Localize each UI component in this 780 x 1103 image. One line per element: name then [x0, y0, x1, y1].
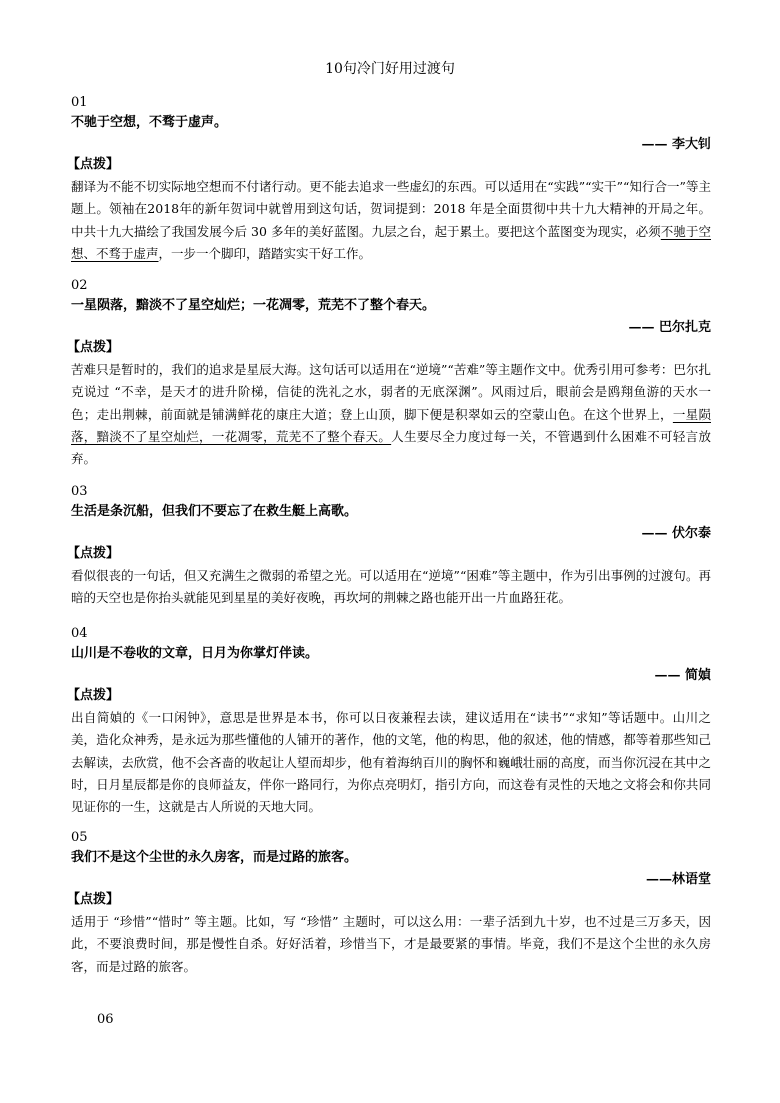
tip-body-text: 翻译为不能不切实际地空想而不付诸行动。更不能去追求一些虚幻的东西。可以适用在“实践”“实干”“知行合一”等主题上。领袖在2018年的新年贺词中就曾用到这句话，贺词提到：2018 年是全面贯彻中共十九大精神的开局之年。中共十九大描绘了我国发展今后 30 多年的美好蓝图。九层之台，起于累土。要把这个蓝图变为现实，必须	[71, 179, 711, 239]
underlined-quote: 一星陨落，黯淡不了星空灿烂，一花凋零，荒芜不了整个春天。	[71, 406, 711, 444]
section-03	[67, 483, 711, 610]
quote-text: 不驰于空想，不骛于虚声。	[71, 115, 228, 130]
tip-body	[71, 911, 711, 978]
tip-body	[71, 359, 711, 470]
quote-text: 生活是条沉船，但我们不要忘了在救生艇上高歌。	[71, 504, 358, 519]
quote-author: —— 巴尔扎克	[628, 320, 711, 335]
tip-label: 【点拨】	[67, 340, 120, 355]
section-number: 04	[71, 626, 88, 641]
tip-body-text-end: ，一步一个脚印，踏踏实实干好工作。	[158, 245, 372, 261]
underlined-quote: 不驰于空想、不骛于虚声	[71, 223, 711, 261]
tip-label: 【点拨】	[67, 546, 120, 561]
quote-author: —— 简媜	[654, 668, 711, 683]
section-number: 05	[71, 830, 88, 845]
tip-label: 【点拨】	[67, 688, 120, 703]
section-number: 03	[71, 484, 88, 499]
next-section-number: 06	[97, 1012, 114, 1027]
tip-label: 【点拨】	[67, 892, 120, 907]
quote-text: 我们不是这个尘世的永久房客，而是过路的旅客。	[71, 850, 358, 865]
section-number: 02	[71, 278, 88, 293]
tip-label: 【点拨】	[67, 157, 120, 172]
tip-body-text: 看似很丧的一句话，但又充满生之微弱的希望之光。可以适用在“逆境”“困难”等主题中，作为引出事例的过渡句。再暗的天空也是你抬头就能见到星星的美好夜晚，再坎坷的荆棘之路也能开出一片血路狂花。	[71, 568, 711, 606]
tip-body-text: 适用于 “珍惜”“惜时” 等主题。比如，写 “珍惜” 主题时，可以这么用：一辈子活到九十岁，也不过是三万多天，因此，不要浪费时间，那是慢性自杀。好好活着，珍惜当下，才是最要紧的事情。毕竟，我们不是这个尘世的永久房客，而是过路的旅客。	[71, 914, 711, 974]
page-title: 10句冷门好用过渡句	[325, 61, 455, 77]
quote-author: —— 伏尔泰	[641, 526, 711, 541]
tip-body	[71, 565, 711, 610]
tip-body-text: 出自简媜的《一口闲钟》，意思是世界是本书，你可以日夜兼程去读，建议适用在“读书”“求知”等话题中。山川之美，造化众神秀，是永远为那些懂他的人铺开的著作，他的文笔，他的构思，他的叙述，他的情感，都等着那些知己去解读，去欣赏，他不会吝啬的收起让人望而却步，他有着海纳百川的胸怀和巍峨壮丽的高度，而当你沉浸在其中之时，日月星辰都是你的良师益友，伴你一路同行，为你点亮明灯，指引方向，而这卷有灵性的天地之文将会和你共同见证你的一生，这就是古人所说的天地大同。	[71, 710, 711, 815]
quote-author: —— 李大钊	[641, 137, 711, 152]
quote-text: 山川是不卷收的文章，日月为你掌灯伴读。	[71, 646, 319, 661]
tip-body-text-end: 人生要尽全力度过每一关，不管遇到什么困难不可轻言放弃。	[71, 428, 711, 467]
section-04	[67, 625, 711, 818]
section-01	[67, 94, 711, 265]
quote-author: ——林语堂	[645, 872, 711, 887]
quote-text: 一星陨落，黯淡不了星空灿烂；一花凋零，荒芜不了整个春天。	[71, 298, 436, 313]
section-02	[67, 277, 711, 470]
section-05	[67, 829, 711, 978]
section-number: 01	[71, 95, 88, 110]
tip-body-text: 苦难只是暂时的，我们的追求是星辰大海。这句话可以适用在“逆境”“苦难”等主题作文中。优秀引用可参考：巴尔扎克说过 “不幸，是天才的进升阶梯，信徒的洗礼之水，弱者的无底深渊”。风雨过后，眼前会是鸥翔鱼游的天水一色；走出荆棘，前面就是铺满鲜花的康庄大道；登上山顶，脚下便是积翠如云的空蒙山色。在这个世界上，	[71, 362, 711, 422]
tip-body	[71, 176, 711, 265]
tip-body	[71, 707, 711, 818]
